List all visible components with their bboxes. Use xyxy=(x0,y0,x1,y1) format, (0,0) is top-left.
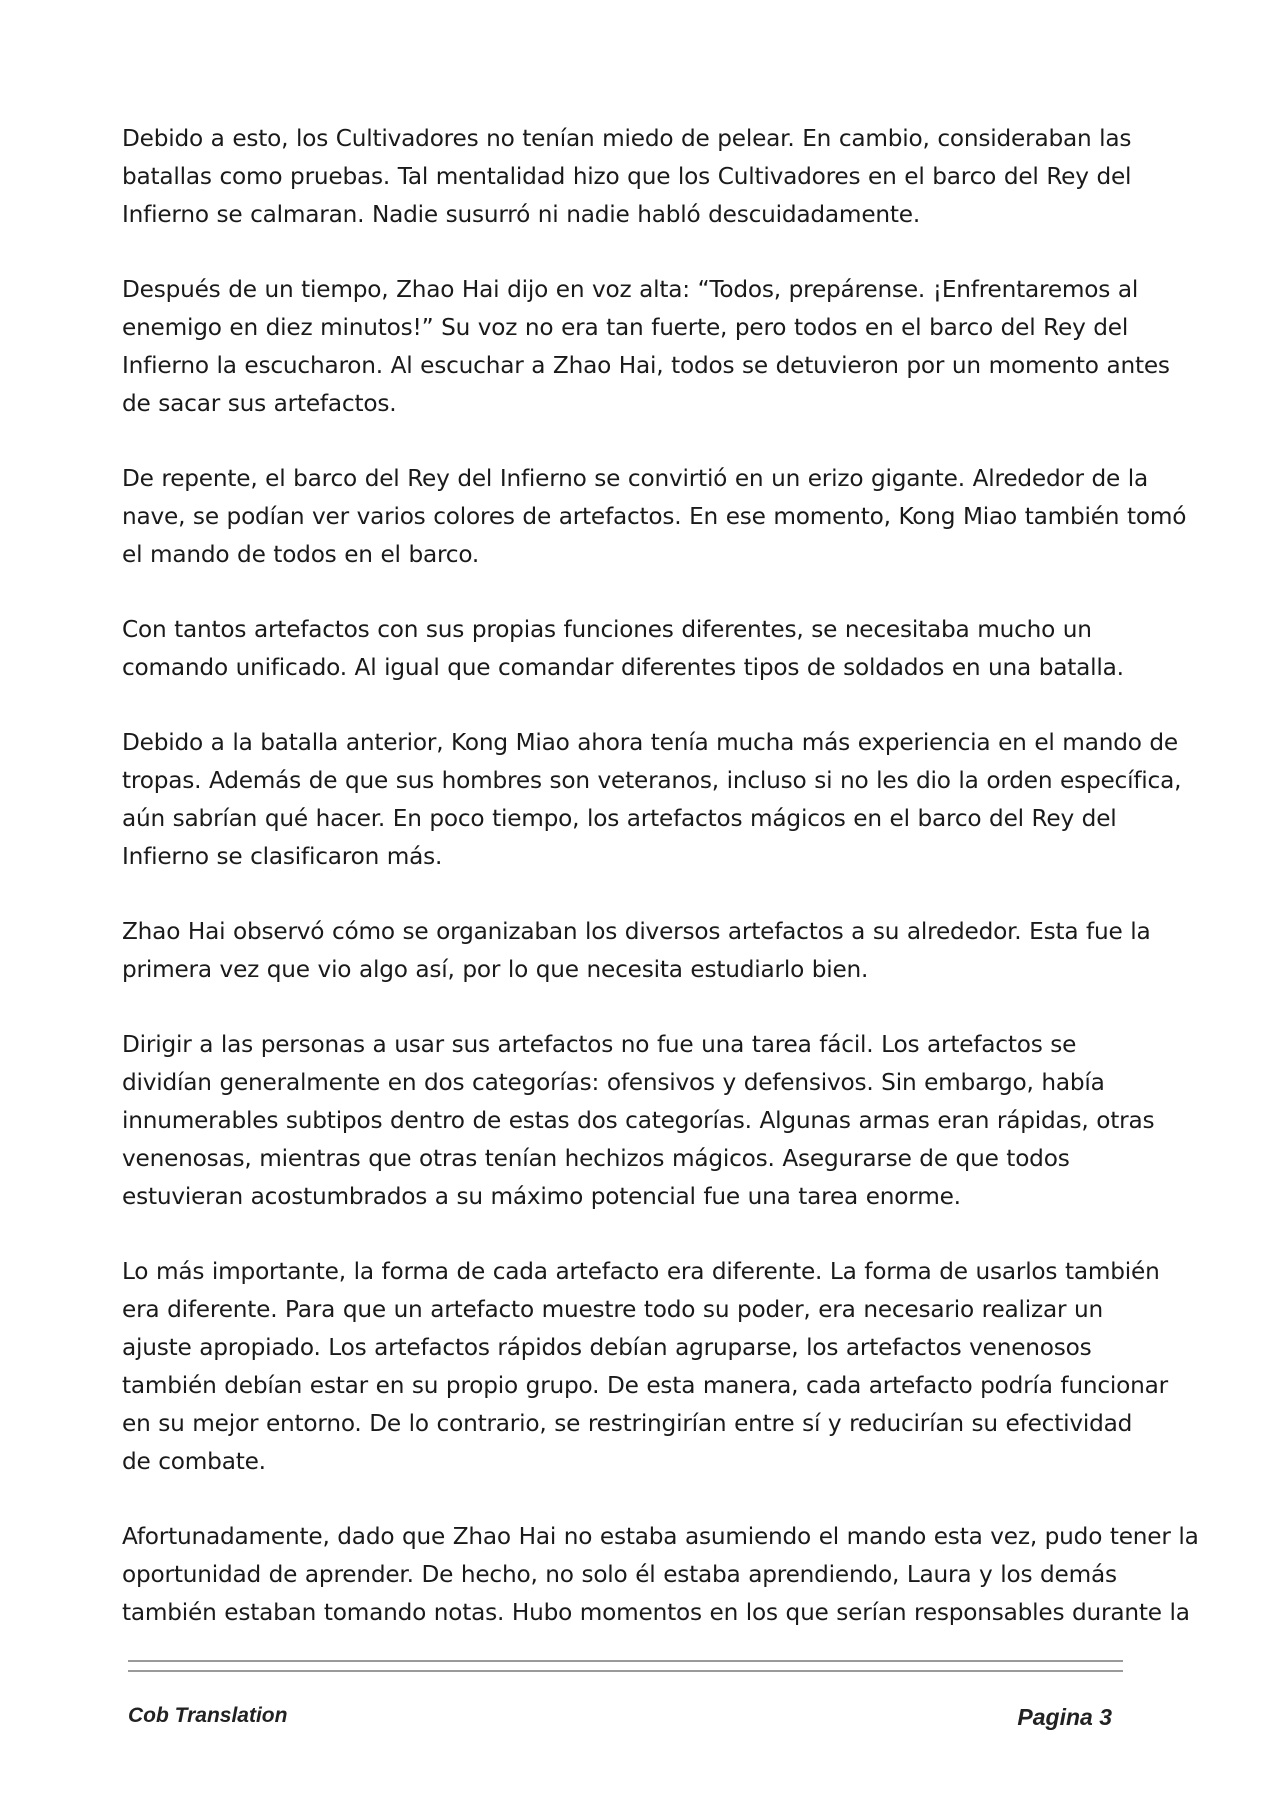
paragraph xyxy=(122,724,1182,876)
paragraph xyxy=(122,1253,1168,1481)
text-line: también debían estar en su propio grupo. De esta manera, cada artefacto podría funcionar xyxy=(122,1372,1168,1399)
text-line: Infierno la escucharon. Al escuchar a Zhao Hai, todos se detuvieron por un momento antes xyxy=(122,352,1170,379)
text-line: oportunidad de aprender. De hecho, no solo él estaba aprendiendo, Laura y los demás xyxy=(122,1561,1117,1588)
paragraph xyxy=(122,1026,1155,1216)
text-line: Debido a la batalla anterior, Kong Miao ahora tenía mucha más experiencia en el mando de xyxy=(122,729,1178,756)
text-line: nave, se podían ver varios colores de artefactos. En ese momento, Kong Miao también tomó xyxy=(122,503,1187,530)
paragraph xyxy=(122,120,1132,234)
paragraph xyxy=(122,611,1132,687)
text-line: venenosas, mientras que otras tenían hechizos mágicos. Asegurarse de que todos xyxy=(122,1145,1070,1172)
text-line: primera vez que vio algo así, por lo que necesita estudiarlo bien. xyxy=(122,956,869,983)
text-line: Con tantos artefactos con sus propias funciones diferentes, se necesitaba mucho un xyxy=(122,616,1092,643)
text-line: Después de un tiempo, Zhao Hai dijo en voz alta: “Todos, prepárense. ¡Enfrentaremos al xyxy=(122,276,1139,303)
text-line: comando unificado. Al igual que comandar diferentes tipos de soldados en una batalla. xyxy=(122,654,1124,681)
text-line: Infierno se clasificaron más. xyxy=(122,843,443,870)
paragraph xyxy=(122,1518,1199,1632)
text-line: de sacar sus artefactos. xyxy=(122,390,397,417)
text-line: Dirigir a las personas a usar sus artefactos no fue una tarea fácil. Los artefactos se xyxy=(122,1031,1077,1058)
text-line: tropas. Además de que sus hombres son veteranos, incluso si no les dio la orden específica, xyxy=(122,767,1182,794)
text-line: también estaban tomando notas. Hubo momentos en los que serían responsables durante la xyxy=(122,1599,1190,1626)
text-line: innumerables subtipos dentro de estas dos categorías. Algunas armas eran rápidas, otras xyxy=(122,1107,1155,1134)
text-line: Zhao Hai observó cómo se organizaban los diversos artefactos a su alrededor. Esta fue la xyxy=(122,918,1151,945)
text-line: Infierno se calmaran. Nadie susurró ni nadie habló descuidadamente. xyxy=(122,201,921,228)
paragraph xyxy=(122,913,1151,989)
text-line: en su mejor entorno. De lo contrario, se restringirían entre sí y reducirían su efectividad xyxy=(122,1410,1133,1437)
paragraph xyxy=(122,460,1187,574)
text-line: de combate. xyxy=(122,1448,266,1475)
paragraph xyxy=(122,271,1170,423)
text-line: batallas como pruebas. Tal mentalidad hizo que los Cultivadores en el barco del Rey del xyxy=(122,163,1132,190)
text-line: De repente, el barco del Rey del Infierno se convirtió en un erizo gigante. Alrededor de la xyxy=(122,465,1148,492)
text-line: estuvieran acostumbrados a su máximo potencial fue una tarea enorme. xyxy=(122,1183,961,1210)
page-body xyxy=(122,120,1199,1669)
footer-credit: Cob Translation xyxy=(128,1704,288,1727)
footer-divider-top xyxy=(128,1660,1123,1662)
text-line: Debido a esto, los Cultivadores no tenían miedo de pelear. En cambio, consideraban las xyxy=(122,125,1132,152)
text-line: el mando de todos en el barco. xyxy=(122,541,480,568)
text-line: aún sabrían qué hacer. En poco tiempo, los artefactos mágicos en el barco del Rey del xyxy=(122,805,1117,832)
text-line: era diferente. Para que un artefacto muestre todo su poder, era necesario realizar un xyxy=(122,1296,1103,1323)
text-line: Lo más importante, la forma de cada artefacto era diferente. La forma de usarlos también xyxy=(122,1258,1160,1285)
text-line: enemigo en diez minutos!” Su voz no era tan fuerte, pero todos en el barco del Rey del xyxy=(122,314,1129,341)
text-line: ajuste apropiado. Los artefactos rápidos debían agruparse, los artefactos venenosos xyxy=(122,1334,1092,1361)
footer-divider-bottom xyxy=(128,1670,1123,1672)
text-line: Afortunadamente, dado que Zhao Hai no estaba asumiendo el mando esta vez, pudo tener la xyxy=(122,1523,1199,1550)
text-line: dividían generalmente en dos categorías: ofensivos y defensivos. Sin embargo, había xyxy=(122,1069,1105,1096)
page-number: Pagina 3 xyxy=(1017,1704,1112,1730)
